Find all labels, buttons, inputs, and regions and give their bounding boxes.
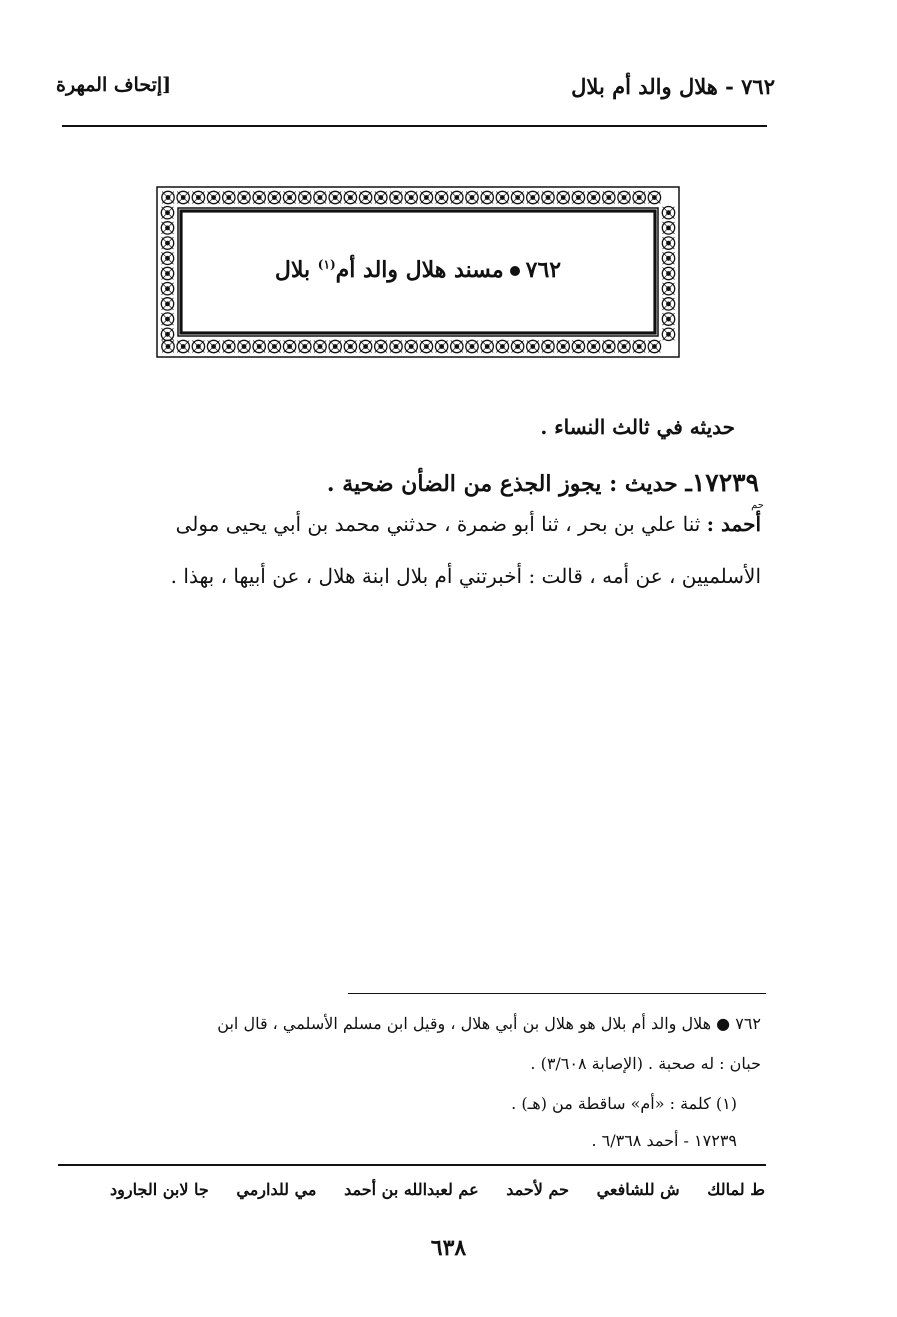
footnote-reference: ١٧٢٣٩ - أحمد ٦/٣٦٨ . [591, 1131, 737, 1150]
legend-item: عم لعبدالله بن أحمد [344, 1180, 479, 1199]
footnote-bio-line-2: حبان : له صحبة . (الإصابة ٣/٦٠٨) . [530, 1054, 761, 1073]
legend-item: مي للدارمي [236, 1180, 317, 1199]
section-title-end: بلال [274, 257, 311, 283]
header-rule [62, 125, 767, 127]
hadith-text: ـ حديث : يجوز الجذع من الضأن ضحية . [326, 471, 692, 497]
isnad-author: أحمد : [706, 512, 761, 536]
hadith-heading [327, 468, 759, 497]
running-header-title: ٧٦٢ - هلال والد أم بلال [571, 74, 775, 99]
intro-text: حديثه في ثالث النساء . [540, 415, 735, 439]
section-number: ٧٦٢ [525, 257, 562, 283]
legend-rule [58, 1164, 766, 1166]
legend-item: ط لمالك [707, 1180, 765, 1199]
section-title [180, 257, 656, 283]
legend-item: جا لابن الجارود [110, 1180, 209, 1199]
footnote-ref: (١) [317, 257, 336, 272]
abbreviation-legend [110, 1180, 765, 1199]
hadith-number: ١٧٢٣٩ [691, 468, 759, 497]
source-code: حم [751, 500, 764, 511]
running-header-book: [إتحاف المهرة [56, 74, 172, 96]
legend-item: ش للشافعي [596, 1180, 680, 1199]
isnad-text-1: ثنا علي بن بحر ، ثنا أبو ضمرة ، حدثني محمد بن أبي يحيى مولى [175, 512, 701, 536]
bullet-icon [510, 266, 520, 276]
page-number: ٦٣٨ [430, 1235, 467, 1261]
isnad-line-2: الأسلميين ، عن أمه ، قالت : أخبرتني أم بلال ابنة هلال ، عن أبيها ، بهذا . [170, 564, 761, 588]
footnote-bio-line-1: ٧٦٢ ● هلال والد أم بلال هو هلال بن أبي هلال ، وقيل ابن مسلم الأسلمي ، قال ابن [217, 1014, 761, 1033]
footnote-1: (١) كلمة : «أم» ساقطة من (هـ) . [511, 1094, 737, 1113]
isnad-line-1 [176, 512, 761, 536]
section-title-text: مسند هلال والد أم [335, 257, 504, 283]
footnote-rule [348, 993, 766, 994]
legend-item: حم لأحمد [506, 1180, 569, 1199]
